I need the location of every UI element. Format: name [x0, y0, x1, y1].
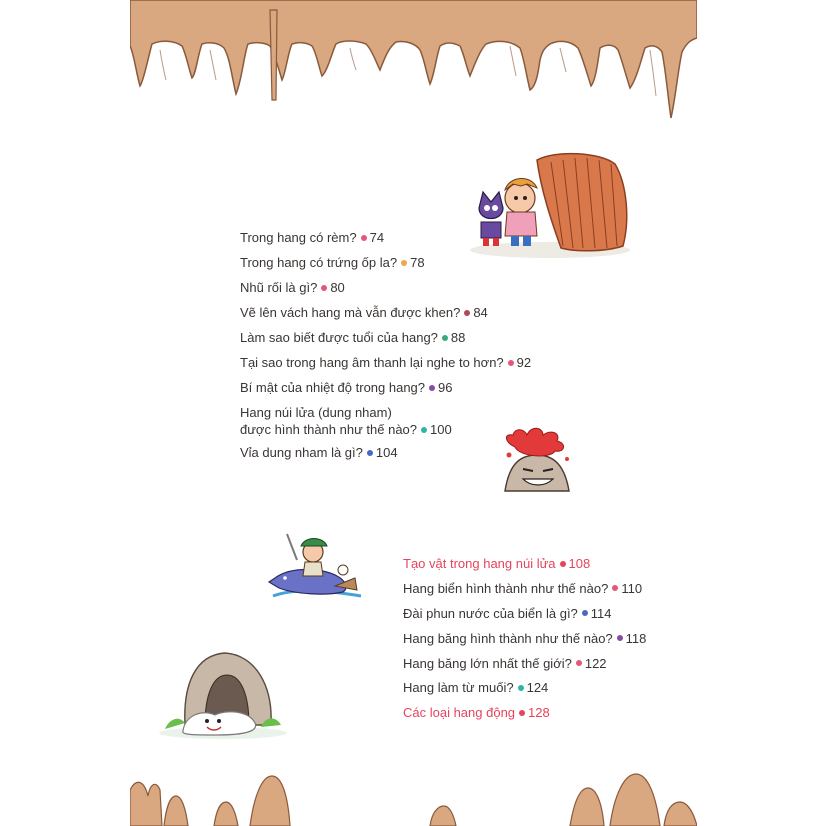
toc-entry-page-number: 84 — [473, 305, 488, 320]
toc-section-2 — [403, 555, 646, 729]
bullet-dot-icon — [401, 260, 407, 266]
toc-entry-page-number: 118 — [625, 630, 647, 646]
toc-entry-page-number: 104 — [375, 445, 398, 460]
toc-entry-title-line: Hang băng hình thành như thế nào? — [403, 630, 613, 646]
toc-entry[interactable] — [403, 655, 646, 672]
toc-entry[interactable] — [403, 679, 646, 696]
toc-entry[interactable] — [240, 304, 531, 321]
toc-entry-page-number: 96 — [438, 380, 453, 395]
toc-entry[interactable] — [240, 444, 531, 461]
toc-entry[interactable] — [403, 630, 646, 647]
toc-entry[interactable] — [240, 404, 531, 438]
toc-entry-page-number: 78 — [410, 255, 425, 270]
toc-entry-page-number: 110 — [621, 580, 643, 596]
toc-entry[interactable] — [403, 580, 646, 597]
toc-entry-title-line: Làm sao biết được tuổi của hang? — [240, 330, 438, 345]
pirate-on-dolphin-illustration — [265, 530, 365, 605]
toc-entry-page-number: 88 — [450, 330, 466, 345]
stalagmite-floor-illustration — [130, 766, 697, 826]
bullet-dot-icon — [582, 610, 588, 616]
bullet-dot-icon — [464, 310, 470, 316]
toc-entry-title-line: Hang làm từ muối? — [403, 680, 514, 696]
toc-entry-page-number: 108 — [568, 556, 591, 571]
toc-entry[interactable] — [240, 379, 531, 396]
lava-volcano-character-illustration — [495, 425, 580, 495]
toc-entry-page-number: 128 — [528, 705, 550, 721]
toc-entry-title-line: Vẽ lên vách hang mà vẫn được khen? — [240, 305, 461, 320]
toc-entry-title-line: Tại sao trong hang âm thanh lại nghe to hơn? — [240, 355, 504, 370]
toc-entry-title-line: Trong hang có rèm? — [240, 230, 357, 245]
toc-entry-title-line: Đài phun nước của biển là gì? — [403, 605, 578, 621]
toc-entry[interactable] — [240, 354, 531, 371]
bullet-dot-icon — [442, 335, 448, 341]
toc-entry[interactable] — [240, 329, 531, 346]
book-page — [130, 0, 697, 826]
toc-entry-title-line: Hang biển hình thành như thế nào? — [403, 580, 609, 596]
toc-entry-page-number: 124 — [526, 680, 549, 696]
toc-entry-title-line: Vỉa dung nham là gì? — [240, 445, 363, 460]
toc-entry[interactable] — [240, 254, 531, 271]
toc-entry-page-number: 122 — [584, 655, 607, 671]
bullet-dot-icon — [361, 235, 367, 241]
bullet-dot-icon — [560, 561, 566, 567]
toc-entry-title-line: Trong hang có trứng ốp la? — [240, 255, 398, 270]
bullet-dot-icon — [576, 660, 582, 666]
bullet-dot-icon — [518, 685, 524, 691]
toc-entry[interactable] — [240, 229, 531, 246]
bullet-dot-icon — [367, 450, 373, 456]
toc-entry-title-line: Tạo vật trong hang núi lửa — [403, 556, 556, 571]
bullet-dot-icon — [617, 635, 623, 641]
toc-entry-page-number: 92 — [516, 355, 532, 370]
toc-entry-page-number: 80 — [330, 280, 345, 295]
salt-cave-character-illustration — [155, 645, 290, 740]
bullet-dot-icon — [421, 427, 427, 433]
stalactite-ceiling-illustration — [130, 0, 697, 150]
toc-entry-page-number: 74 — [369, 230, 385, 245]
toc-entry[interactable] — [403, 605, 646, 622]
toc-entry[interactable] — [240, 279, 531, 296]
toc-entry[interactable] — [403, 704, 646, 721]
bullet-dot-icon — [612, 585, 618, 591]
toc-section-1 — [240, 229, 531, 469]
bullet-dot-icon — [508, 360, 514, 366]
toc-entry[interactable] — [403, 555, 646, 572]
toc-entry-title-line: Nhũ rối là gì? — [240, 280, 318, 295]
toc-entry-page-number: 100 — [430, 422, 452, 437]
toc-entry-title-line: được hình thành như thế nào? — [240, 422, 418, 437]
toc-entry-title-line: Hang núi lửa (dung nham) — [240, 405, 392, 420]
toc-entry-page-number: 114 — [590, 605, 612, 621]
toc-entry-title-line: Các loại hang động — [403, 705, 516, 721]
toc-entry-title-line: Hang băng lớn nhất thế giới? — [403, 655, 572, 671]
bullet-dot-icon — [321, 285, 327, 291]
bullet-dot-icon — [519, 710, 525, 716]
toc-entry-title-line: Bí mật của nhiệt độ trong hang? — [240, 380, 426, 395]
bullet-dot-icon — [429, 385, 435, 391]
